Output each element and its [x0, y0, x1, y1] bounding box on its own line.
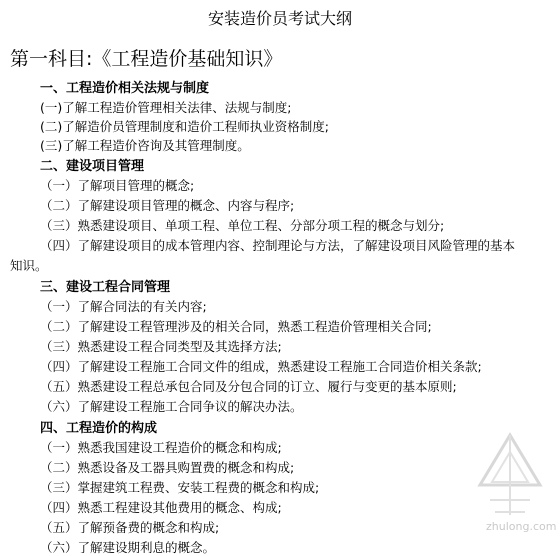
list-item: (二)了解造价员管理制度和造价工程师执业资格制度; [40, 119, 329, 134]
watermark-logo [470, 430, 550, 530]
list-item: （二）了解建设项目管理的概念、内容与程序; [40, 198, 295, 213]
section-heading-project-management: 二、建设项目管理 [40, 159, 145, 174]
list-item: （一）了解项目管理的概念; [40, 178, 195, 193]
list-item: （五）了解预备费的概念和构成; [40, 520, 220, 535]
list-item: （六）了解建设工程施工合同争议的解决办法。 [40, 399, 303, 414]
list-item: （四）熟悉工程建设其他费用的概念、构成; [40, 500, 282, 515]
list-item: （一）熟悉我国建设工程造价的概念和构成; [40, 440, 282, 455]
section-heading-contract-management: 三、建设工程合同管理 [40, 280, 171, 295]
list-item: （四）了解建设项目的成本管理内容、控制理论与方法，了解建设项目风险管理的基本 [40, 238, 516, 253]
list-item: （二）了解建设工程管理涉及的相关合同，熟悉工程造价管理相关合同; [40, 319, 432, 334]
section-heading-cost-composition: 四、工程造价的构成 [40, 421, 158, 436]
list-item: （三）熟悉建设工程合同类型及其选择方法; [40, 339, 282, 354]
list-item: (一)了解工程造价管理相关法律、法规与制度; [40, 100, 292, 115]
list-item: （二）熟悉设备及工器具购置费的概念和构成; [40, 460, 295, 475]
list-item: 知识。 [10, 258, 48, 273]
subject-heading: 第一科目:《工程造价基础知识》 [10, 48, 283, 70]
list-item: （三）熟悉建设项目、单项工程、单位工程、分部分项工程的概念与划分; [40, 218, 445, 233]
list-item: （六）了解建设期利息的概念。 [40, 540, 216, 555]
list-item: （五）熟悉建设工程总承包合同及分包合同的订立、履行与变更的基本原则; [40, 379, 457, 394]
watermark-text: zhulong.com [486, 520, 557, 533]
list-item: （一）了解合同法的有关内容; [40, 299, 207, 314]
list-item: （三）掌握建筑工程费、安装工程费的概念和构成; [40, 480, 320, 495]
section-heading-regulations: 一、工程造价相关法规与制度 [40, 81, 210, 96]
list-item: (三)了解工程造价咨询及其管理制度。 [40, 138, 250, 153]
list-item: （四）了解建设工程施工合同文件的组成，熟悉建设工程施工合同造价相关条款; [40, 359, 482, 374]
document-title: 安装造价员考试大纲 [207, 9, 352, 28]
